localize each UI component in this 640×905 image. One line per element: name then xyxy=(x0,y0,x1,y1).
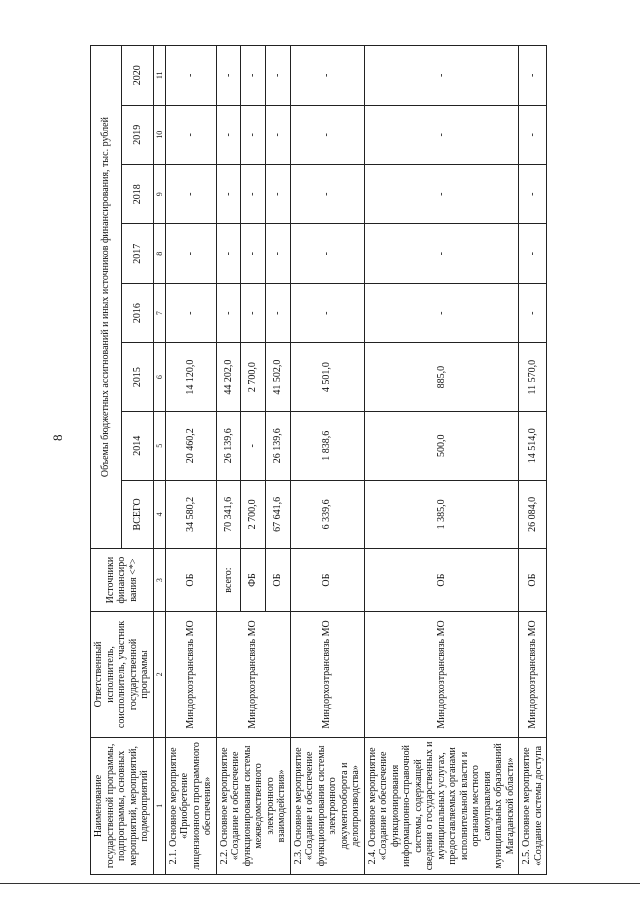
row-value: - xyxy=(241,105,266,164)
row-source: ОБ xyxy=(266,549,291,612)
row-name: 2.1. Основное мероприятие «Приобретение лицензионного программного обеспечения» xyxy=(165,737,216,874)
header-year: 2020 xyxy=(122,46,153,106)
header-year: 2014 xyxy=(122,411,153,480)
row-value: - xyxy=(241,283,266,342)
row-value: 70 341,6 xyxy=(216,480,241,549)
row-value: - xyxy=(165,105,216,164)
header-executor: Ответственный исполнитель, соисполнитель, участник государственной программы xyxy=(91,612,154,738)
header-year: 2016 xyxy=(122,283,153,342)
row-value: 1 838,6 xyxy=(290,411,364,480)
row-executor: Миндорхозтрансвязь МО xyxy=(165,612,216,738)
header-total: ВСЕГО xyxy=(122,480,153,549)
row-executor: Миндорхозтрансвязь МО xyxy=(519,612,547,738)
row-value: - xyxy=(519,46,547,106)
col-number: 7 xyxy=(153,283,165,342)
row-value: 500,0 xyxy=(364,411,519,480)
table-row xyxy=(364,46,519,875)
row-value: - xyxy=(519,283,547,342)
row-value: 26 139,6 xyxy=(216,411,241,480)
table-row xyxy=(216,46,241,875)
row-source: ОБ xyxy=(165,549,216,612)
row-name: 2.4. Основное мероприятие «Создание и обеспечение функционирования информационно-справочной системы, содержащей сведения о государственных и муниципальных услугах, предоставляемых органами исполнительной власти и органами местного самоуправления муниципальных образований Магаданской области» xyxy=(364,737,519,874)
row-value: - xyxy=(364,224,519,283)
header-volumes: Объемы бюджетных ассигнований и иных источников финансирования, тыс. рублей xyxy=(91,46,122,549)
row-value: 44 202,0 xyxy=(216,343,241,412)
row-value: 67 641,6 xyxy=(266,480,291,549)
row-value: - xyxy=(165,46,216,106)
header-year: 2015 xyxy=(122,343,153,412)
row-value: 20 460,2 xyxy=(165,411,216,480)
row-value: - xyxy=(216,224,241,283)
row-value: 2 700,0 xyxy=(241,480,266,549)
row-value: - xyxy=(241,46,266,106)
row-value: - xyxy=(364,46,519,106)
financing-table xyxy=(90,45,547,875)
col-number: 1 xyxy=(153,737,165,874)
header-year: 2019 xyxy=(122,105,153,164)
row-value: 14 514,0 xyxy=(519,411,547,480)
table-row xyxy=(519,46,547,875)
col-number: 4 xyxy=(153,480,165,549)
col-number: 10 xyxy=(153,105,165,164)
row-value: - xyxy=(216,105,241,164)
row-value: - xyxy=(364,105,519,164)
row-value: - xyxy=(165,165,216,224)
row-value: - xyxy=(241,411,266,480)
row-value: - xyxy=(290,105,364,164)
row-value: - xyxy=(266,46,291,106)
row-value: - xyxy=(364,283,519,342)
page-bottom-rule xyxy=(0,883,640,884)
col-number: 3 xyxy=(153,549,165,612)
row-value: - xyxy=(165,283,216,342)
row-executor: Миндорхозтрансвязь МО xyxy=(216,612,290,738)
row-value: - xyxy=(165,224,216,283)
row-value: - xyxy=(241,224,266,283)
row-value: - xyxy=(519,224,547,283)
row-value: - xyxy=(216,165,241,224)
row-value: 11 570,0 xyxy=(519,343,547,412)
header-source: Источники финансиро вания <*> xyxy=(91,549,154,612)
col-number: 11 xyxy=(153,46,165,106)
row-value: - xyxy=(266,165,291,224)
row-value: - xyxy=(290,46,364,106)
row-name: 2.2. Основное мероприятие «Создание и обеспечение функционирования системы межведомственного электронного взаимодействия» xyxy=(216,737,290,874)
row-value: 885,0 xyxy=(364,343,519,412)
table-row xyxy=(165,46,216,875)
row-value: 26 084,0 xyxy=(519,480,547,549)
header-year: 2018 xyxy=(122,165,153,224)
row-value: - xyxy=(290,224,364,283)
col-number: 8 xyxy=(153,224,165,283)
row-source: ОБ xyxy=(290,549,364,612)
col-number: 2 xyxy=(153,612,165,738)
row-value: - xyxy=(519,165,547,224)
col-number: 6 xyxy=(153,343,165,412)
rotated-table-container xyxy=(90,45,610,875)
row-value: - xyxy=(266,283,291,342)
table-row xyxy=(290,46,364,875)
row-value: - xyxy=(290,165,364,224)
row-executor: Миндорхозтрансвязь МО xyxy=(364,612,519,738)
row-executor: Миндорхозтрансвязь МО xyxy=(290,612,364,738)
row-value: 2 700,0 xyxy=(241,343,266,412)
row-value: 6 339,6 xyxy=(290,480,364,549)
row-value: 34 580,2 xyxy=(165,480,216,549)
row-name: 2.5. Основное мероприятие «Создание системы доступа xyxy=(519,737,547,874)
page-number: 8 xyxy=(50,434,65,441)
col-number: 5 xyxy=(153,411,165,480)
row-name: 2.3. Основное мероприятие «Создание и обеспечение функционирования системы электронного документооборота и делопроизводства» xyxy=(290,737,364,874)
row-value: - xyxy=(216,283,241,342)
header-name: Наименование государственной программы, подпрограммы, основных мероприятий, мероприятий, подмероприятий xyxy=(91,737,154,874)
row-value: - xyxy=(266,105,291,164)
row-source: ОБ xyxy=(364,549,519,612)
row-value: - xyxy=(364,165,519,224)
row-value: 4 501,0 xyxy=(290,343,364,412)
row-value: - xyxy=(241,165,266,224)
row-source: ФБ xyxy=(241,549,266,612)
header-year: 2017 xyxy=(122,224,153,283)
row-value: - xyxy=(216,46,241,106)
row-value: - xyxy=(266,224,291,283)
row-source: ОБ xyxy=(519,549,547,612)
row-value: 41 502,0 xyxy=(266,343,291,412)
row-source: всего: xyxy=(216,549,241,612)
row-value: 26 139,6 xyxy=(266,411,291,480)
row-value: - xyxy=(290,283,364,342)
row-value: - xyxy=(519,105,547,164)
col-number: 9 xyxy=(153,165,165,224)
row-value: 1 385,0 xyxy=(364,480,519,549)
row-value: 14 120,0 xyxy=(165,343,216,412)
